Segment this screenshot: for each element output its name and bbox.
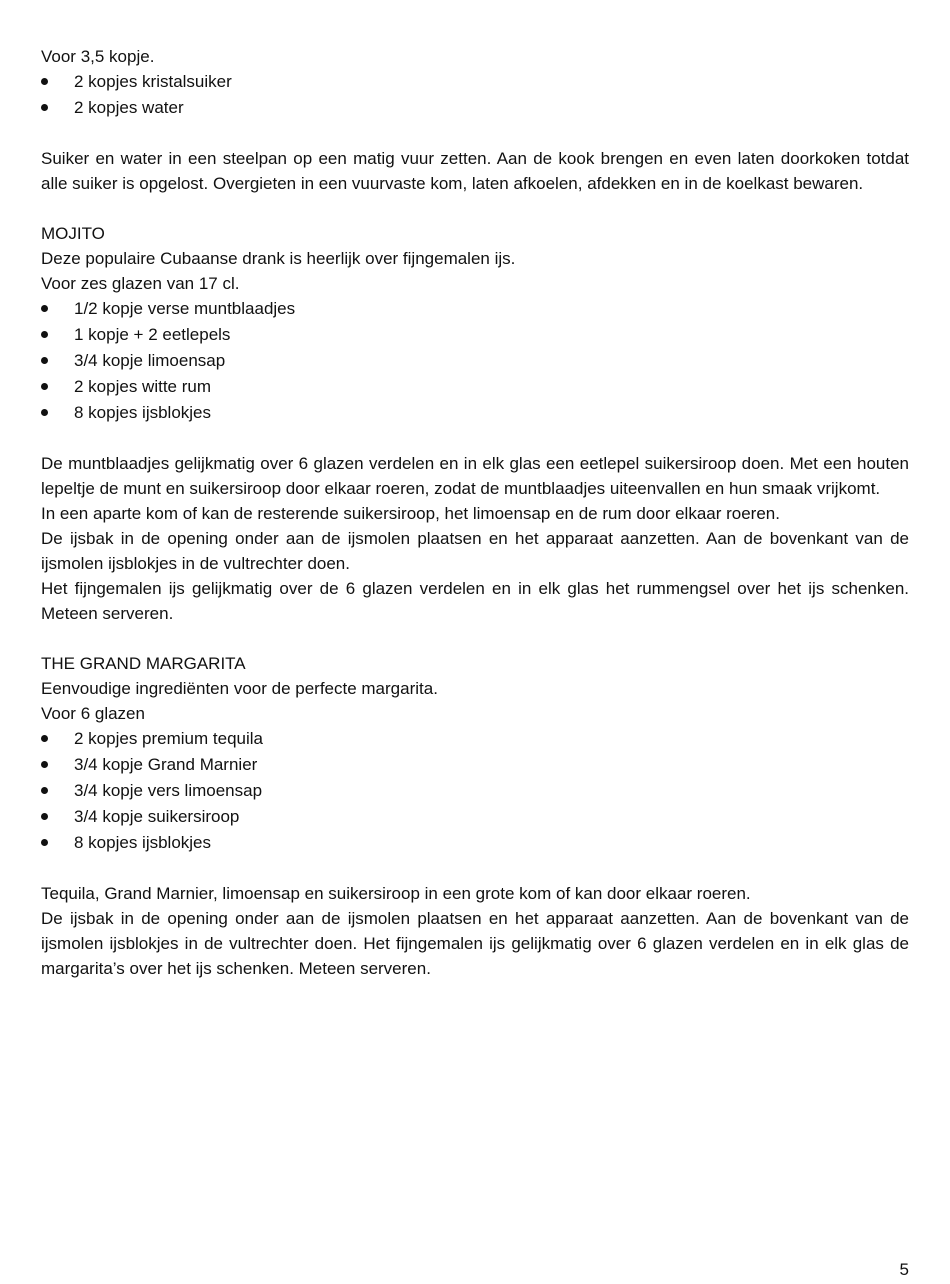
bullet-icon xyxy=(41,305,48,312)
ingredient-text: 8 kopjes ijsblokjes xyxy=(74,403,212,422)
recipe-step: Het fijngemalen ijs gelijkmatig over de 6 glazen verdelen en in elk glas het rummengsel over het ijs schenken. Meteen serveren. xyxy=(41,579,909,623)
ingredient-text: 3/4 kopje suikersiroop xyxy=(74,807,240,826)
recipe-intro: Eenvoudige ingrediënten voor de perfecte margarita. xyxy=(41,679,438,698)
spacer xyxy=(41,121,909,146)
page-number: 5 xyxy=(899,1260,909,1279)
ingredient-item xyxy=(41,348,909,374)
ingredient-item xyxy=(41,830,909,856)
recipe-step: De ijsbak in de opening onder aan de ijsmolen plaatsen en het apparaat aanzetten. Aan de bovenkant van de ijsmolen ijsblokjes in de vultrechter doen. xyxy=(41,529,909,573)
bullet-icon xyxy=(41,839,48,846)
mojito-ingredient-list xyxy=(41,296,909,426)
spacer xyxy=(41,856,909,881)
recipe-title: MOJITO xyxy=(41,224,105,243)
ingredient-item xyxy=(41,322,909,348)
syrup-yield: Voor 3,5 kopje. xyxy=(41,47,155,66)
bullet-icon xyxy=(41,383,48,390)
recipe-intro: Deze populaire Cubaanse drank is heerlijk over fijngemalen ijs. xyxy=(41,249,516,268)
recipe-step: De ijsbak in de opening onder aan de ijsmolen plaatsen en het apparaat aanzetten. Aan de bovenkant van de ijsmolen ijsblokjes in de vultrechter doen. Het fijngemalen ijs gelijkmatig over 6 glazen verdelen en in elk glas de margarita’s over het ijs schenken. Meteen serveren. xyxy=(41,909,909,978)
recipe-title: THE GRAND MARGARITA xyxy=(41,654,246,673)
margarita-ingredient-list xyxy=(41,726,909,856)
document-page xyxy=(41,44,909,981)
ingredient-text: 2 kopjes kristalsuiker xyxy=(74,72,232,91)
ingredient-text: 2 kopjes water xyxy=(74,98,184,117)
recipe-step: Tequila, Grand Marnier, limoensap en suikersiroop in een grote kom of kan door elkaar roeren. xyxy=(41,884,751,903)
margarita-section xyxy=(41,651,909,981)
ingredient-item xyxy=(41,296,909,322)
bullet-icon xyxy=(41,78,48,85)
ingredient-text: 1 kopje + 2 eetlepels xyxy=(74,325,231,344)
bullet-icon xyxy=(41,409,48,416)
ingredient-item xyxy=(41,69,909,95)
ingredient-item xyxy=(41,374,909,400)
ingredient-item xyxy=(41,726,909,752)
mojito-section xyxy=(41,221,909,626)
spacer xyxy=(41,196,909,221)
bullet-icon xyxy=(41,761,48,768)
ingredient-text: 8 kopjes ijsblokjes xyxy=(74,833,212,852)
spacer xyxy=(41,426,909,451)
spacer xyxy=(41,626,909,651)
ingredient-text: 1/2 kopje verse muntblaadjes xyxy=(74,299,296,318)
ingredient-item xyxy=(41,778,909,804)
bullet-icon xyxy=(41,787,48,794)
recipe-yield: Voor 6 glazen xyxy=(41,704,145,723)
ingredient-item xyxy=(41,752,909,778)
bullet-icon xyxy=(41,104,48,111)
syrup-instructions: Suiker en water in een steelpan op een matig vuur zetten. Aan de kook brengen en even laten doorkoken totdat alle suiker is opgelost. Overgieten in een vuurvaste kom, laten afkoelen, afdekken en in de koelkast bewaren. xyxy=(41,149,909,193)
ingredient-item xyxy=(41,95,909,121)
ingredient-text: 3/4 kopje vers limoensap xyxy=(74,781,263,800)
ingredient-text: 2 kopjes witte rum xyxy=(74,377,211,396)
ingredient-text: 3/4 kopje Grand Marnier xyxy=(74,755,258,774)
bullet-icon xyxy=(41,331,48,338)
recipe-yield: Voor zes glazen van 17 cl. xyxy=(41,274,240,293)
bullet-icon xyxy=(41,813,48,820)
recipe-step: In een aparte kom of kan de resterende suikersiroop, het limoensap en de rum door elkaar roeren. xyxy=(41,504,780,523)
syrup-ingredient-list xyxy=(41,69,909,121)
syrup-section xyxy=(41,44,909,196)
ingredient-item xyxy=(41,804,909,830)
ingredient-item xyxy=(41,400,909,426)
ingredient-text: 2 kopjes premium tequila xyxy=(74,729,263,748)
ingredient-text: 3/4 kopje limoensap xyxy=(74,351,226,370)
recipe-step: De muntblaadjes gelijkmatig over 6 glazen verdelen en in elk glas een eetlepel suikersiroop doen. Met een houten lepeltje de munt en suikersiroop door elkaar roeren, zodat de muntblaadjes uiteenvallen en hun smaak vrijkomt. xyxy=(41,454,909,498)
bullet-icon xyxy=(41,735,48,742)
bullet-icon xyxy=(41,357,48,364)
